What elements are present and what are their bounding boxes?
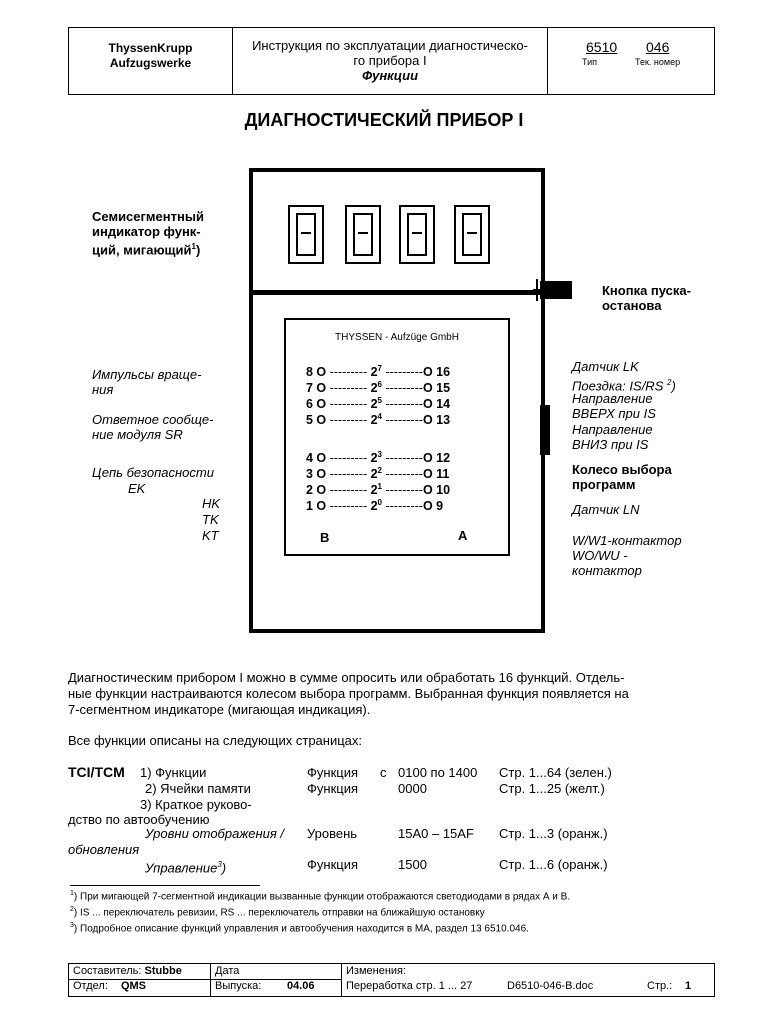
table-row-5-range: 1500 <box>398 857 427 872</box>
document-header <box>68 27 715 95</box>
type-block <box>548 28 714 94</box>
company-line-1: ThyssenKrupp <box>108 41 193 55</box>
company-line-2: Aufzugswerke <box>109 56 192 70</box>
row-label-b: B <box>320 530 330 545</box>
author-cell: Составитель: Stubbe <box>73 965 182 977</box>
functions-intro: Все функции описаны на следующих страницах: <box>68 733 363 748</box>
table-row-1-c: с <box>380 765 387 780</box>
label-direction-down: Направление ВНИЗ при IS <box>572 422 653 452</box>
tech-number-value: 046 <box>646 39 670 55</box>
label-start-stop-button: Кнопка пуска- останова <box>602 283 691 313</box>
tech-number-label: Тек. номер <box>635 57 681 67</box>
label-trip: Поездка: IS/RS $^2$) <box>572 378 676 394</box>
label-hk: HK <box>202 496 221 511</box>
table-row-4-range: 15A0 – 15AF <box>398 826 474 841</box>
device-divider <box>249 290 545 295</box>
led-row: 4 O --------- $2^3$ ---------O 12 <box>306 450 451 466</box>
footnote-3: $^3$) Подробное описание функций управления и автообучения находится в МА, раздел 13 6510.046. <box>70 922 529 935</box>
table-row-1-item: 1) Функции <box>140 765 207 780</box>
seven-segment-digit <box>288 205 324 264</box>
footnote-1: $^1$) При мигающей 7-сегментной индикации вызванные функции отображаются светодиодами в рядах А и В. <box>70 890 571 903</box>
type-value: 6510 <box>586 39 618 55</box>
document-footer <box>68 963 715 997</box>
table-row-5-type: Функция <box>307 857 358 872</box>
title-line-1: Инструкция по эксплуатации диагностическо- <box>252 38 528 53</box>
table-row-2-range: 0000 <box>398 781 427 796</box>
table-row-1-type: Функция <box>307 765 358 780</box>
document-filename: D6510-046-B.doc <box>507 980 594 992</box>
led-row: 2 O --------- $2^1$ ---------O 10 <box>306 482 451 498</box>
table-row-2-type: Функция <box>307 781 358 796</box>
title-line-3: Функции <box>361 68 419 83</box>
seven-segment-digit <box>454 205 490 264</box>
table-row-1-range: 0100 по 1400 <box>398 765 478 780</box>
footnote-separator <box>70 885 260 886</box>
label-program-wheel: Колесо выбора программ <box>572 462 672 492</box>
page-label: Стр.: <box>647 980 673 992</box>
label-rotation-pulses: Импульсы враще- ния <box>92 367 202 397</box>
tci-tcm-label: TCI/TCM <box>68 764 125 780</box>
seven-segment-digit <box>345 205 381 264</box>
table-row-4-type: Уровень <box>307 826 358 841</box>
department-cell: Отдел: QMS <box>73 980 146 992</box>
label-safety-circuit: Цепь безопасности <box>92 465 214 480</box>
program-selector-wheel[interactable] <box>540 405 550 455</box>
label-module-reply: Ответное сообще- ние модуля SR <box>92 412 214 442</box>
table-row-4-pages: Стр. 1...3 (оранж.) <box>499 826 608 841</box>
label-ek: EK <box>128 481 146 496</box>
label-tk: TK <box>202 512 219 527</box>
led-row: 8 O --------- $2^7$ ---------O 16 <box>306 364 451 380</box>
label-sensor-lk: Датчик LK <box>572 359 639 374</box>
label-direction-up: Направление ВВЕРХ при IS <box>572 391 656 421</box>
date-label: Дата <box>215 965 240 977</box>
type-label: Тип <box>582 57 598 67</box>
table-row-4-cont: обновления <box>68 842 140 857</box>
changes-text: Переработка стр. 1 ... 27 <box>346 980 473 992</box>
row-label-a: A <box>458 528 468 543</box>
table-row-2-pages: Стр. 1...25 (желт.) <box>499 781 605 796</box>
label-kt: KT <box>202 528 219 543</box>
table-row-2-item: 2) Ячейки памяти <box>145 781 251 796</box>
page-number: 1 <box>685 980 692 992</box>
label-contactor: W/W1-контактор WO/WU - контактор <box>572 533 682 578</box>
document-title <box>233 28 548 94</box>
table-row-3-item: 3) Краткое руково- <box>140 797 252 812</box>
release-label: Выпуска: <box>215 980 262 992</box>
led-row: 6 O --------- $2^5$ ---------O 14 <box>306 396 451 412</box>
led-row: 1 O --------- $2^0$ ---------O 9 <box>306 498 444 514</box>
title-line-2: го прибора I <box>353 53 427 68</box>
label-seven-segment: Семисегментный индикатор функ- ций, мигающий$^1$) <box>92 209 204 258</box>
led-row: 7 O --------- $2^6$ ---------O 15 <box>306 380 451 396</box>
table-row-3-cont: дство по автообучению <box>68 812 210 827</box>
footnote-2: $^2$) IS ... переключатель ревизии, RS ... переключатель отправки на ближайшую остановку <box>70 906 485 919</box>
start-stop-button[interactable] <box>540 281 572 299</box>
panel-title: THYSSEN - Aufzüge GmbH <box>335 332 459 343</box>
led-row: 3 O --------- $2^2$ ---------O 11 <box>306 466 450 482</box>
table-row-4-item: Уровни отображения / <box>145 826 285 841</box>
table-row-1-pages: Стр. 1...64 (зелен.) <box>499 765 612 780</box>
page-title: ДИАГНОСТИЧЕСКИЙ ПРИБОР I <box>244 110 524 130</box>
release-date: 04.06 <box>287 980 315 992</box>
led-row: 5 O --------- $2^4$ ---------O 13 <box>306 412 451 428</box>
label-sensor-ln: Датчик LN <box>572 502 640 517</box>
company-name <box>69 28 233 94</box>
table-row-5-item: Управление$^3$) <box>145 860 227 876</box>
intro-paragraph: Диагностическим прибором I можно в сумме опросить или обработать 16 функций. Отдель- ные функции настраиваются колесом выбора программ. Выбранная функция появляется на 7-сегментном индикаторе (мигающая индикация). <box>68 670 629 717</box>
seven-segment-digit <box>399 205 435 264</box>
led-panel <box>284 318 510 556</box>
table-row-5-pages: Стр. 1...6 (оранж.) <box>499 857 608 872</box>
changes-label: Изменения: <box>346 965 407 977</box>
